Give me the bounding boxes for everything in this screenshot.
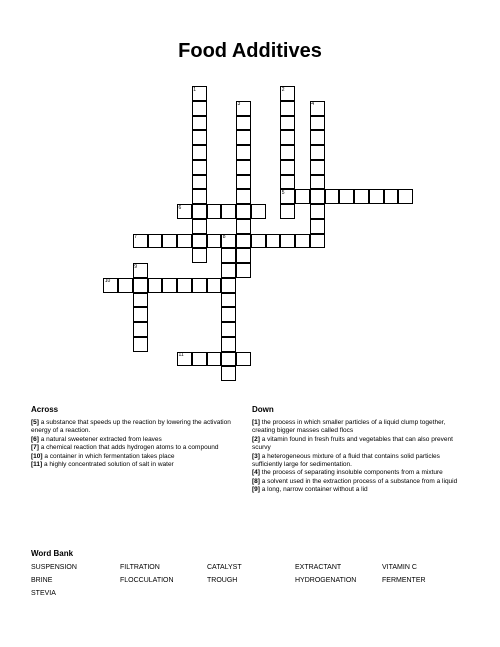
grid-cell[interactable] bbox=[192, 130, 207, 145]
clue-text: a natural sweetener extracted from leaves bbox=[38, 435, 162, 443]
down-clue-list bbox=[252, 419, 470, 495]
clue-text: a solvent used in the extraction process of a substance from a liquid bbox=[259, 477, 458, 485]
grid-cell[interactable] bbox=[369, 189, 384, 204]
grid-cell[interactable] bbox=[310, 160, 325, 175]
grid-cell[interactable] bbox=[280, 175, 295, 190]
grid-cell[interactable] bbox=[236, 175, 251, 190]
grid-cell[interactable] bbox=[221, 337, 236, 352]
grid-cell[interactable] bbox=[339, 189, 354, 204]
clue-text: a vitamin found in fresh fruits and vegetables that can also prevent scurvy bbox=[252, 435, 453, 452]
grid-cell[interactable] bbox=[148, 234, 163, 249]
grid-cell[interactable] bbox=[221, 204, 236, 219]
clue-number: [5] bbox=[31, 419, 39, 426]
grid-cell[interactable] bbox=[310, 219, 325, 234]
word-bank-word: STEVIA bbox=[31, 590, 56, 597]
grid-cell[interactable] bbox=[162, 234, 177, 249]
grid-cell[interactable] bbox=[221, 248, 236, 263]
grid-cell[interactable] bbox=[236, 160, 251, 175]
grid-cell[interactable] bbox=[384, 189, 399, 204]
grid-cell[interactable] bbox=[207, 204, 222, 219]
grid-cell[interactable] bbox=[177, 234, 192, 249]
grid-cell[interactable] bbox=[192, 248, 207, 263]
clue-number-label: 8 bbox=[222, 234, 226, 240]
grid-cell[interactable] bbox=[162, 278, 177, 293]
clue-number-label: 1 bbox=[193, 86, 197, 93]
grid-cell[interactable] bbox=[133, 307, 148, 322]
grid-cell[interactable] bbox=[310, 130, 325, 145]
grid-cell[interactable] bbox=[192, 175, 207, 190]
grid-cell[interactable] bbox=[236, 263, 251, 278]
clue-number: [6] bbox=[31, 435, 39, 443]
word-bank-word: FILTRATION bbox=[120, 564, 160, 571]
grid-cell[interactable] bbox=[177, 278, 192, 293]
clue-text: the process in which smaller particles of a liquid clump together, creating bigger masses called flocs bbox=[252, 419, 446, 435]
across-clue bbox=[31, 419, 243, 436]
grid-cell[interactable] bbox=[236, 189, 251, 204]
clue-text: a heterogeneous mixture of a fluid that contains solid particles sufficiently large for sedimentation. bbox=[252, 452, 440, 469]
clue-text: a substance that speeds up the reaction by lowering the activation energy of a reaction. bbox=[31, 419, 231, 435]
grid-cell[interactable] bbox=[310, 116, 325, 131]
grid-cell[interactable] bbox=[280, 116, 295, 131]
clue-text: a container in which fermentation takes place bbox=[42, 452, 175, 460]
grid-cell[interactable] bbox=[236, 248, 251, 263]
grid-cell[interactable] bbox=[221, 366, 236, 381]
grid-cell[interactable] bbox=[236, 219, 251, 234]
down-clue bbox=[252, 478, 470, 486]
puzzle-title: Food Additives bbox=[178, 40, 322, 62]
clue-text: a highly concentrated solution of salt in water bbox=[42, 461, 174, 469]
grid-cell[interactable] bbox=[266, 234, 281, 249]
grid-cell[interactable] bbox=[280, 204, 295, 219]
grid-cell[interactable] bbox=[310, 145, 325, 160]
word-bank-word: TROUGH bbox=[207, 577, 238, 584]
clue-number: [9] bbox=[252, 486, 260, 494]
across-clue bbox=[31, 453, 243, 461]
grid-cell[interactable] bbox=[207, 234, 222, 249]
grid-cell[interactable] bbox=[207, 352, 222, 367]
clue-text: the process of separating insoluble components from a mixture bbox=[259, 469, 443, 477]
word-bank-heading: Word Bank bbox=[31, 549, 74, 558]
grid-cell[interactable] bbox=[354, 189, 369, 204]
clue-number-label: 6 bbox=[178, 204, 182, 211]
grid-cell[interactable] bbox=[192, 234, 207, 249]
grid-cell[interactable] bbox=[325, 189, 340, 204]
grid-cell[interactable] bbox=[192, 278, 207, 293]
grid-cell[interactable] bbox=[221, 293, 236, 308]
grid-cell[interactable] bbox=[310, 189, 325, 204]
grid-cell[interactable] bbox=[192, 116, 207, 131]
grid-cell[interactable] bbox=[236, 234, 251, 249]
grid-cell[interactable] bbox=[280, 145, 295, 160]
word-bank-word: BRINE bbox=[31, 577, 53, 584]
grid-cell[interactable] bbox=[310, 204, 325, 219]
word-bank-word: SUSPENSION bbox=[31, 564, 77, 571]
grid-cell[interactable] bbox=[295, 189, 310, 204]
across-clue bbox=[31, 444, 243, 452]
grid-cell[interactable] bbox=[236, 130, 251, 145]
grid-cell[interactable] bbox=[236, 116, 251, 131]
grid-cell[interactable] bbox=[207, 278, 222, 293]
clue-number-label: 7 bbox=[134, 234, 138, 240]
grid-cell[interactable] bbox=[236, 204, 251, 219]
word-bank-word: VITAMIN C bbox=[382, 564, 417, 571]
down-clue bbox=[252, 486, 470, 494]
grid-cell[interactable] bbox=[280, 160, 295, 175]
grid-cell[interactable] bbox=[192, 352, 207, 367]
grid-cell[interactable] bbox=[221, 322, 236, 337]
grid-cell[interactable] bbox=[133, 337, 148, 352]
grid-cell[interactable] bbox=[192, 160, 207, 175]
word-bank-word: HYDROGENATION bbox=[295, 577, 357, 584]
grid-cell[interactable] bbox=[236, 145, 251, 160]
clue-number: [11] bbox=[31, 461, 43, 469]
word-bank-word: FERMENTER bbox=[382, 577, 426, 584]
across-clue-list bbox=[31, 419, 243, 469]
grid-cell[interactable] bbox=[295, 234, 310, 249]
clue-number-label: 5 bbox=[281, 189, 285, 196]
clue-number: [4] bbox=[252, 469, 260, 477]
clue-number: [3] bbox=[252, 452, 260, 460]
grid-cell[interactable] bbox=[251, 204, 266, 219]
grid-cell[interactable] bbox=[133, 293, 148, 308]
grid-cell[interactable] bbox=[221, 278, 236, 293]
clue-number-label: 10 bbox=[104, 278, 111, 285]
down-clue bbox=[252, 419, 470, 436]
grid-cell[interactable] bbox=[310, 234, 325, 249]
down-clue bbox=[252, 453, 470, 470]
clue-text: a chemical reaction that adds hydrogen atoms to a compound bbox=[38, 444, 219, 452]
grid-cell[interactable] bbox=[221, 307, 236, 322]
clue-number: [8] bbox=[252, 477, 260, 485]
grid-cell[interactable] bbox=[192, 204, 207, 219]
word-bank-word: EXTRACTANT bbox=[295, 564, 342, 571]
grid-cell[interactable] bbox=[133, 278, 148, 293]
grid-cell[interactable] bbox=[280, 101, 295, 116]
clue-number-label: 11 bbox=[178, 352, 184, 358]
clue-number-label: 9 bbox=[134, 263, 138, 270]
grid-cell[interactable] bbox=[192, 101, 207, 116]
grid-cell[interactable] bbox=[148, 278, 163, 293]
grid-cell[interactable] bbox=[251, 234, 266, 249]
word-bank-word: FLOCCULATION bbox=[120, 577, 174, 584]
across-clue bbox=[31, 436, 243, 444]
across-heading: Across bbox=[31, 405, 59, 414]
grid-cell[interactable] bbox=[280, 234, 295, 249]
clue-number-label: 4 bbox=[311, 101, 315, 108]
clue-text: a long, narrow container without a lid bbox=[259, 486, 368, 494]
word-bank-word: CATALYST bbox=[207, 564, 242, 571]
clue-number: [10] bbox=[31, 452, 43, 460]
grid-cell[interactable] bbox=[133, 322, 148, 337]
clue-number: [1] bbox=[252, 419, 260, 426]
grid-cell[interactable] bbox=[118, 278, 133, 293]
grid-cell[interactable] bbox=[192, 219, 207, 234]
grid-cell[interactable] bbox=[221, 263, 236, 278]
clue-number-label: 3 bbox=[237, 101, 241, 108]
grid-cell[interactable] bbox=[221, 352, 236, 367]
clue-number: [2] bbox=[252, 435, 260, 443]
down-heading: Down bbox=[252, 405, 274, 414]
across-clue bbox=[31, 461, 243, 469]
grid-cell[interactable] bbox=[192, 189, 207, 204]
down-clue bbox=[252, 469, 470, 477]
clue-number: [7] bbox=[31, 444, 39, 452]
grid-cell[interactable] bbox=[310, 175, 325, 190]
grid-cell[interactable] bbox=[398, 189, 413, 204]
down-clue bbox=[252, 436, 470, 453]
grid-cell[interactable] bbox=[236, 352, 251, 367]
clue-number-label: 2 bbox=[281, 86, 285, 93]
grid-cell[interactable] bbox=[280, 130, 295, 145]
grid-cell[interactable] bbox=[192, 145, 207, 160]
